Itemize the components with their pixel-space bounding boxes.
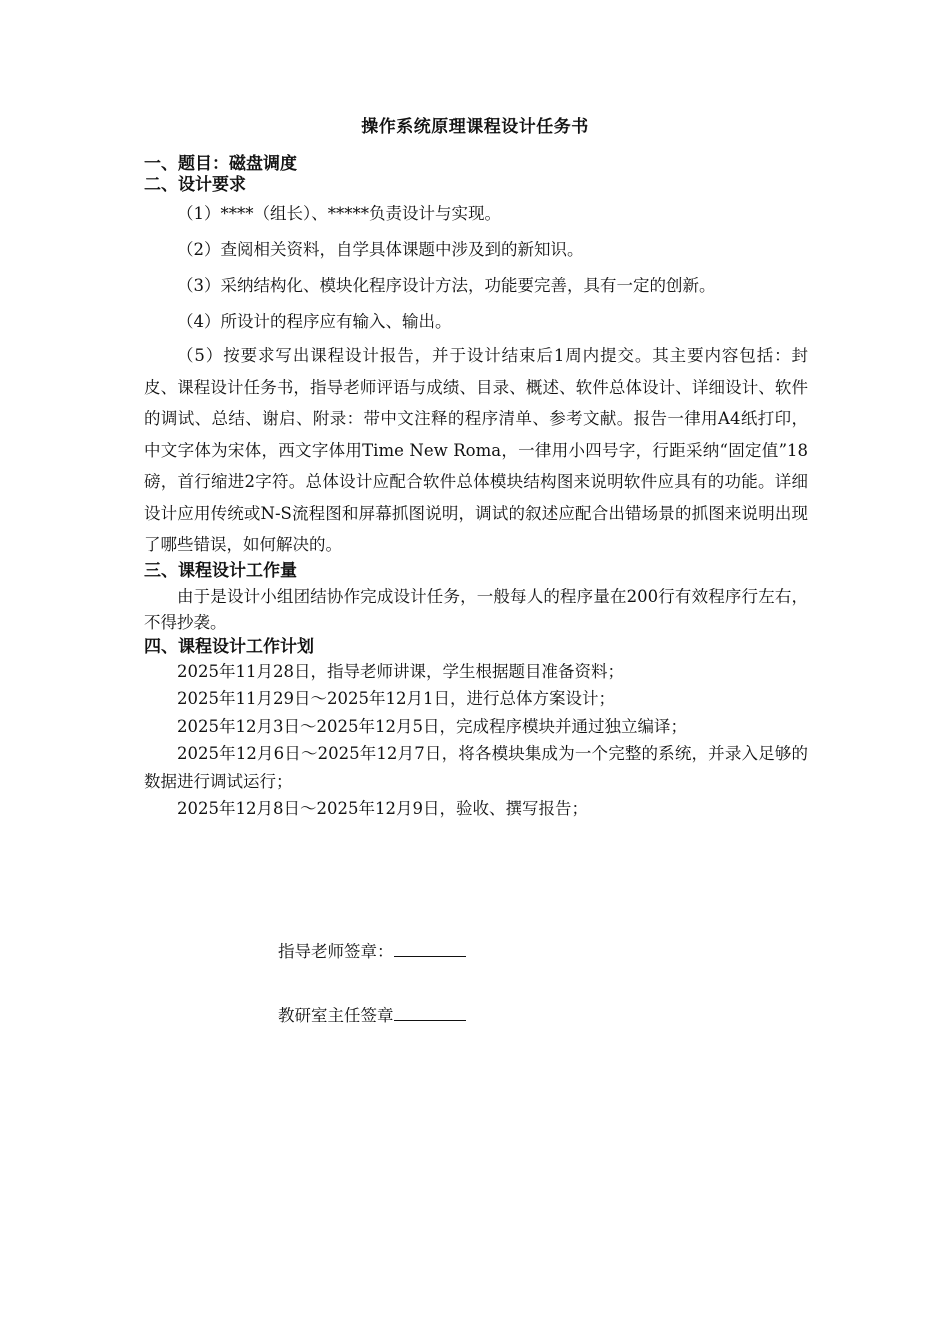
requirement-item: （1）****（组长）、*****负责设计与实现。	[177, 204, 501, 223]
document-body	[144, 154, 808, 823]
advisor-signature-line	[278, 938, 466, 966]
section-heading-topic: 一、题目：磁盘调度	[144, 154, 297, 174]
workload-paragraph: 由于是设计小组团结协作完成设计任务，一般每人的程序量在200行有效程序行左右，不得抄袭。	[144, 586, 808, 632]
requirement-item: （5）按要求写出课程设计报告，并于设计结束后1周内提交。其主要内容包括：封皮、课程设计任务书，指导老师评语与成绩、目录、概述、软件总体设计、详细设计、软件的调试、总结、谢启、附录：带中文注释的程序清单、参考文献。报告一律用A4纸打印，中文字体为宋体，西文字体用Time New Roma，一律用小四号字，行距采纳“固定值”18磅，首行缩进2字符。总体设计应配合软件总体模块结构图来说明软件应具有的功能。详细设计应用传统或N-S流程图和屏幕抓图说明，调试的叙述应配合出错场景的抓图来说明出现了哪些错误，如何解决的。	[144, 346, 808, 554]
schedule-item: 2025年12月6日～2025年12月7日，将各模块集成为一个完整的系统，并录入足够的数据进行调试运行；	[144, 744, 808, 791]
requirement-item: （3）采纳结构化、模块化程序设计方法，功能要完善，具有一定的创新。	[177, 276, 716, 295]
director-signature-blank	[394, 1002, 466, 1021]
section-heading-schedule: 四、课程设计工作计划	[144, 636, 314, 657]
requirement-item: （2）查阅相关资料，自学具体课题中涉及到的新知识。	[177, 240, 584, 259]
schedule-item: 2025年12月3日～2025年12月5日，完成程序模块并通过独立编译；	[177, 716, 687, 736]
schedule-item: 2025年11月28日，指导老师讲课，学生根据题目准备资料；	[177, 661, 624, 681]
document-title: 操作系统原理课程设计任务书	[361, 117, 589, 137]
signature-block	[278, 938, 466, 1030]
schedule-item: 2025年12月8日～2025年12月9日，验收、撰写报告；	[177, 799, 588, 818]
requirement-item: （4）所设计的程序应有输入、输出。	[177, 312, 452, 331]
advisor-signature-label: 指导老师签章：	[278, 942, 394, 961]
section-heading-requirements: 二、设计要求	[144, 175, 246, 195]
director-signature-label: 教研室主任签章	[278, 1006, 394, 1025]
schedule-item: 2025年11月29日～2025年12月1日，进行总体方案设计；	[177, 689, 615, 708]
section-heading-workload: 三、课程设计工作量	[144, 560, 297, 581]
advisor-signature-blank	[394, 938, 466, 957]
director-signature-line	[278, 1002, 466, 1030]
